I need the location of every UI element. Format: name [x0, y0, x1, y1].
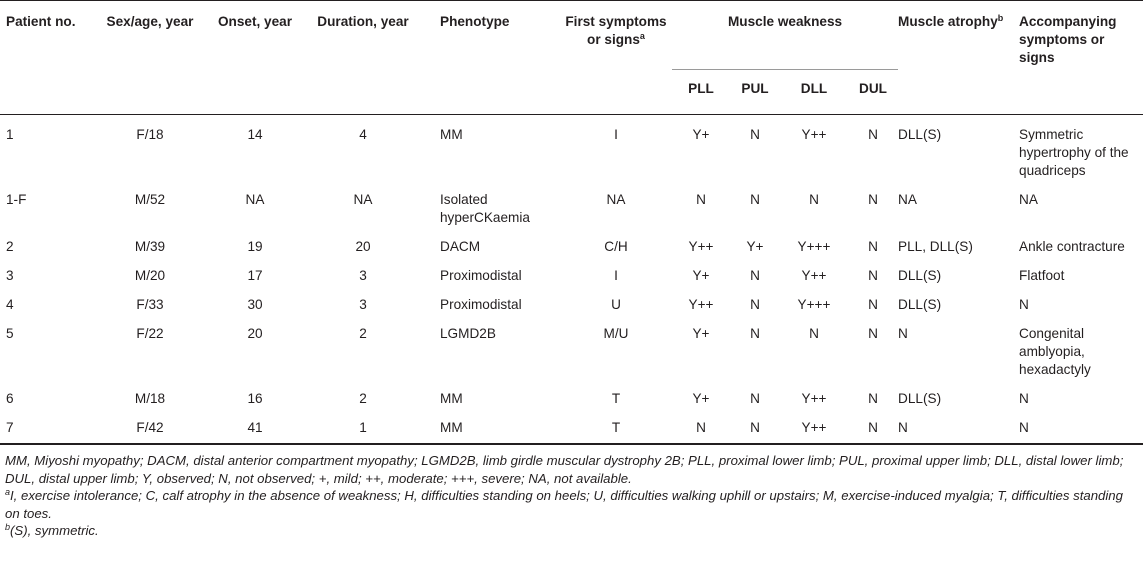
cell-accompanying: Flatfoot — [1019, 268, 1065, 283]
cell-accompanying: Ankle contracture — [1019, 239, 1125, 254]
cell-pul: N — [750, 391, 760, 406]
cell-sex-age: M/18 — [134, 391, 166, 406]
cell-muscle-atrophy: DLL(S) — [898, 297, 942, 312]
header-dll: DLL — [800, 81, 828, 96]
cell-dll: N — [809, 192, 819, 207]
cell-first-symptoms: I — [614, 268, 618, 283]
cell-onset: 41 — [247, 420, 263, 435]
cell-pll: Y++ — [688, 297, 714, 312]
header-accompanying: Accompanying symptoms or signs — [1019, 14, 1117, 65]
cell-pul: N — [750, 127, 760, 142]
cell-muscle-atrophy: DLL(S) — [898, 391, 942, 406]
cell-dul: N — [868, 391, 878, 406]
header-onset: Onset, year — [217, 14, 293, 29]
cell-sex-age: F/33 — [136, 297, 164, 312]
header-pul: PUL — [741, 81, 769, 96]
cell-phenotype: LGMD2B — [440, 326, 496, 341]
cell-pll: Y+ — [692, 268, 710, 283]
table-row — [0, 285, 1143, 314]
footnote-marker-a: a — [639, 31, 645, 41]
cell-dul: N — [868, 268, 878, 283]
cell-accompanying: N — [1019, 297, 1029, 312]
cell-sex-age: F/42 — [136, 420, 164, 435]
cell-patient-no: 1-F — [6, 192, 27, 207]
cell-duration: 3 — [359, 268, 367, 283]
cell-pul: N — [750, 192, 760, 207]
header-phenotype: Phenotype — [440, 14, 510, 29]
cell-phenotype: Proximodistal — [440, 297, 522, 312]
table-row — [0, 115, 1143, 181]
cell-muscle-atrophy: DLL(S) — [898, 127, 942, 142]
cell-pll: Y++ — [688, 239, 714, 254]
header-muscle-weakness: Muscle weakness — [672, 1, 898, 70]
cell-sex-age: M/20 — [134, 268, 166, 283]
cell-pul: N — [750, 297, 760, 312]
table-row — [0, 227, 1143, 256]
cell-patient-no: 4 — [6, 297, 14, 312]
cell-patient-no: 5 — [6, 326, 14, 341]
cell-first-symptoms: M/U — [603, 326, 629, 341]
cell-duration: NA — [353, 192, 373, 207]
cell-muscle-atrophy: DLL(S) — [898, 268, 942, 283]
cell-sex-age: F/22 — [136, 326, 164, 341]
cell-duration: 2 — [359, 391, 367, 406]
cell-dll: Y++ — [801, 391, 827, 406]
table-row — [0, 408, 1143, 444]
cell-phenotype: DACM — [440, 239, 481, 254]
cell-onset: 20 — [247, 326, 263, 341]
cell-dll: Y++ — [801, 268, 827, 283]
footnote-abbreviations: MM, Miyoshi myopathy; DACM, distal anterior compartment myopathy; LGMD2B, limb girdle muscular dystrophy 2B; PLL, proximal lower limb; PUL, proximal upper limb; DLL, distal lower limb; DUL, distal upper limb; Y, observed; N, not observed; +, mild; ++, moderate; +++, severe; NA, not available. — [5, 453, 1124, 486]
cell-duration: 2 — [359, 326, 367, 341]
cell-first-symptoms: T — [611, 420, 621, 435]
footnote-marker-b: b — [997, 13, 1004, 23]
cell-pul: N — [750, 268, 760, 283]
cell-muscle-atrophy: N — [898, 326, 908, 341]
cell-pll: Y+ — [692, 391, 710, 406]
table-row — [0, 180, 1143, 227]
cell-phenotype: MM — [440, 391, 463, 406]
cell-dul: N — [868, 239, 878, 254]
cell-pll: N — [696, 192, 706, 207]
cell-onset: 17 — [247, 268, 263, 283]
table-header — [0, 1, 1143, 115]
cell-pll: Y+ — [692, 326, 710, 341]
header-pll: PLL — [688, 81, 714, 96]
cell-pll: Y+ — [692, 127, 710, 142]
cell-dul: N — [868, 420, 878, 435]
cell-dul: N — [868, 192, 878, 207]
cell-duration: 20 — [355, 239, 371, 254]
cell-dll: N — [809, 326, 819, 341]
header-patient-no: Patient no. — [6, 14, 76, 29]
table-footnotes — [0, 444, 1143, 540]
cell-first-symptoms: I — [614, 127, 618, 142]
table-row — [0, 256, 1143, 285]
cell-first-symptoms: NA — [606, 192, 626, 207]
header-dul: DUL — [859, 81, 887, 96]
cell-accompanying: Symmetric hypertrophy of the quadriceps — [1019, 127, 1129, 178]
cell-duration: 1 — [359, 420, 367, 435]
cell-dul: N — [868, 326, 878, 341]
header-first-symptoms: First symptoms or signs$^a$ — [565, 14, 667, 47]
cell-phenotype: MM — [440, 420, 463, 435]
cell-muscle-atrophy: NA — [898, 192, 917, 207]
cell-onset: 14 — [247, 127, 263, 142]
cell-dll: Y++ — [801, 127, 827, 142]
table-row — [0, 379, 1143, 408]
cell-dll: Y+++ — [797, 239, 831, 254]
cell-patient-no: 3 — [6, 268, 14, 283]
header-muscle-atrophy: Muscle atrophy$^b$ — [898, 13, 1004, 29]
cell-dul: N — [868, 127, 878, 142]
cell-patient-no: 2 — [6, 239, 14, 254]
cell-accompanying: NA — [1019, 192, 1038, 207]
cell-pul: N — [750, 420, 760, 435]
cell-patient-no: 6 — [6, 391, 14, 406]
cell-duration: 4 — [359, 127, 367, 142]
table-body — [0, 115, 1143, 444]
cell-phenotype: Proximodistal — [440, 268, 522, 283]
cell-duration: 3 — [359, 297, 367, 312]
cell-pul: Y+ — [746, 239, 764, 254]
cell-onset: 30 — [247, 297, 263, 312]
cell-patient-no: 7 — [6, 420, 14, 435]
cell-sex-age: M/52 — [134, 192, 166, 207]
cell-first-symptoms: T — [611, 391, 621, 406]
cell-patient-no: 1 — [6, 127, 14, 142]
cell-first-symptoms: U — [611, 297, 621, 312]
footnote-a: $^a$I, exercise intolerance; C, calf atrophy in the absence of weakness; H, difficulties standing on heels; U, difficulties walking uphill or upstairs; M, exercise-induced myalgia; T, difficulties standing on toes. — [5, 487, 1123, 521]
cell-onset: 16 — [247, 391, 263, 406]
cell-accompanying: Congenital amblyopia, hexadactyly — [1019, 326, 1091, 377]
footnote-b: $^b$(S), symmetric. — [5, 522, 99, 538]
cell-sex-age: M/39 — [134, 239, 166, 254]
header-duration: Duration, year — [317, 14, 409, 29]
cell-onset: 19 — [247, 239, 263, 254]
header-sex-age: Sex/age, year — [106, 14, 194, 29]
cell-phenotype: Isolated hyperCKaemia — [440, 192, 530, 225]
cell-dul: N — [868, 297, 878, 312]
cell-pul: N — [750, 326, 760, 341]
cell-muscle-atrophy: N — [898, 420, 908, 435]
table-row — [0, 314, 1143, 379]
cell-accompanying: N — [1019, 420, 1029, 435]
cell-phenotype: MM — [440, 127, 463, 142]
cell-dll: Y++ — [801, 420, 827, 435]
cell-sex-age: F/18 — [136, 127, 164, 142]
cell-dll: Y+++ — [797, 297, 831, 312]
cell-pll: N — [696, 420, 706, 435]
cell-accompanying: N — [1019, 391, 1029, 406]
cell-muscle-atrophy: PLL, DLL(S) — [898, 239, 973, 254]
cell-onset: NA — [245, 192, 265, 207]
cell-first-symptoms: C/H — [604, 239, 628, 254]
